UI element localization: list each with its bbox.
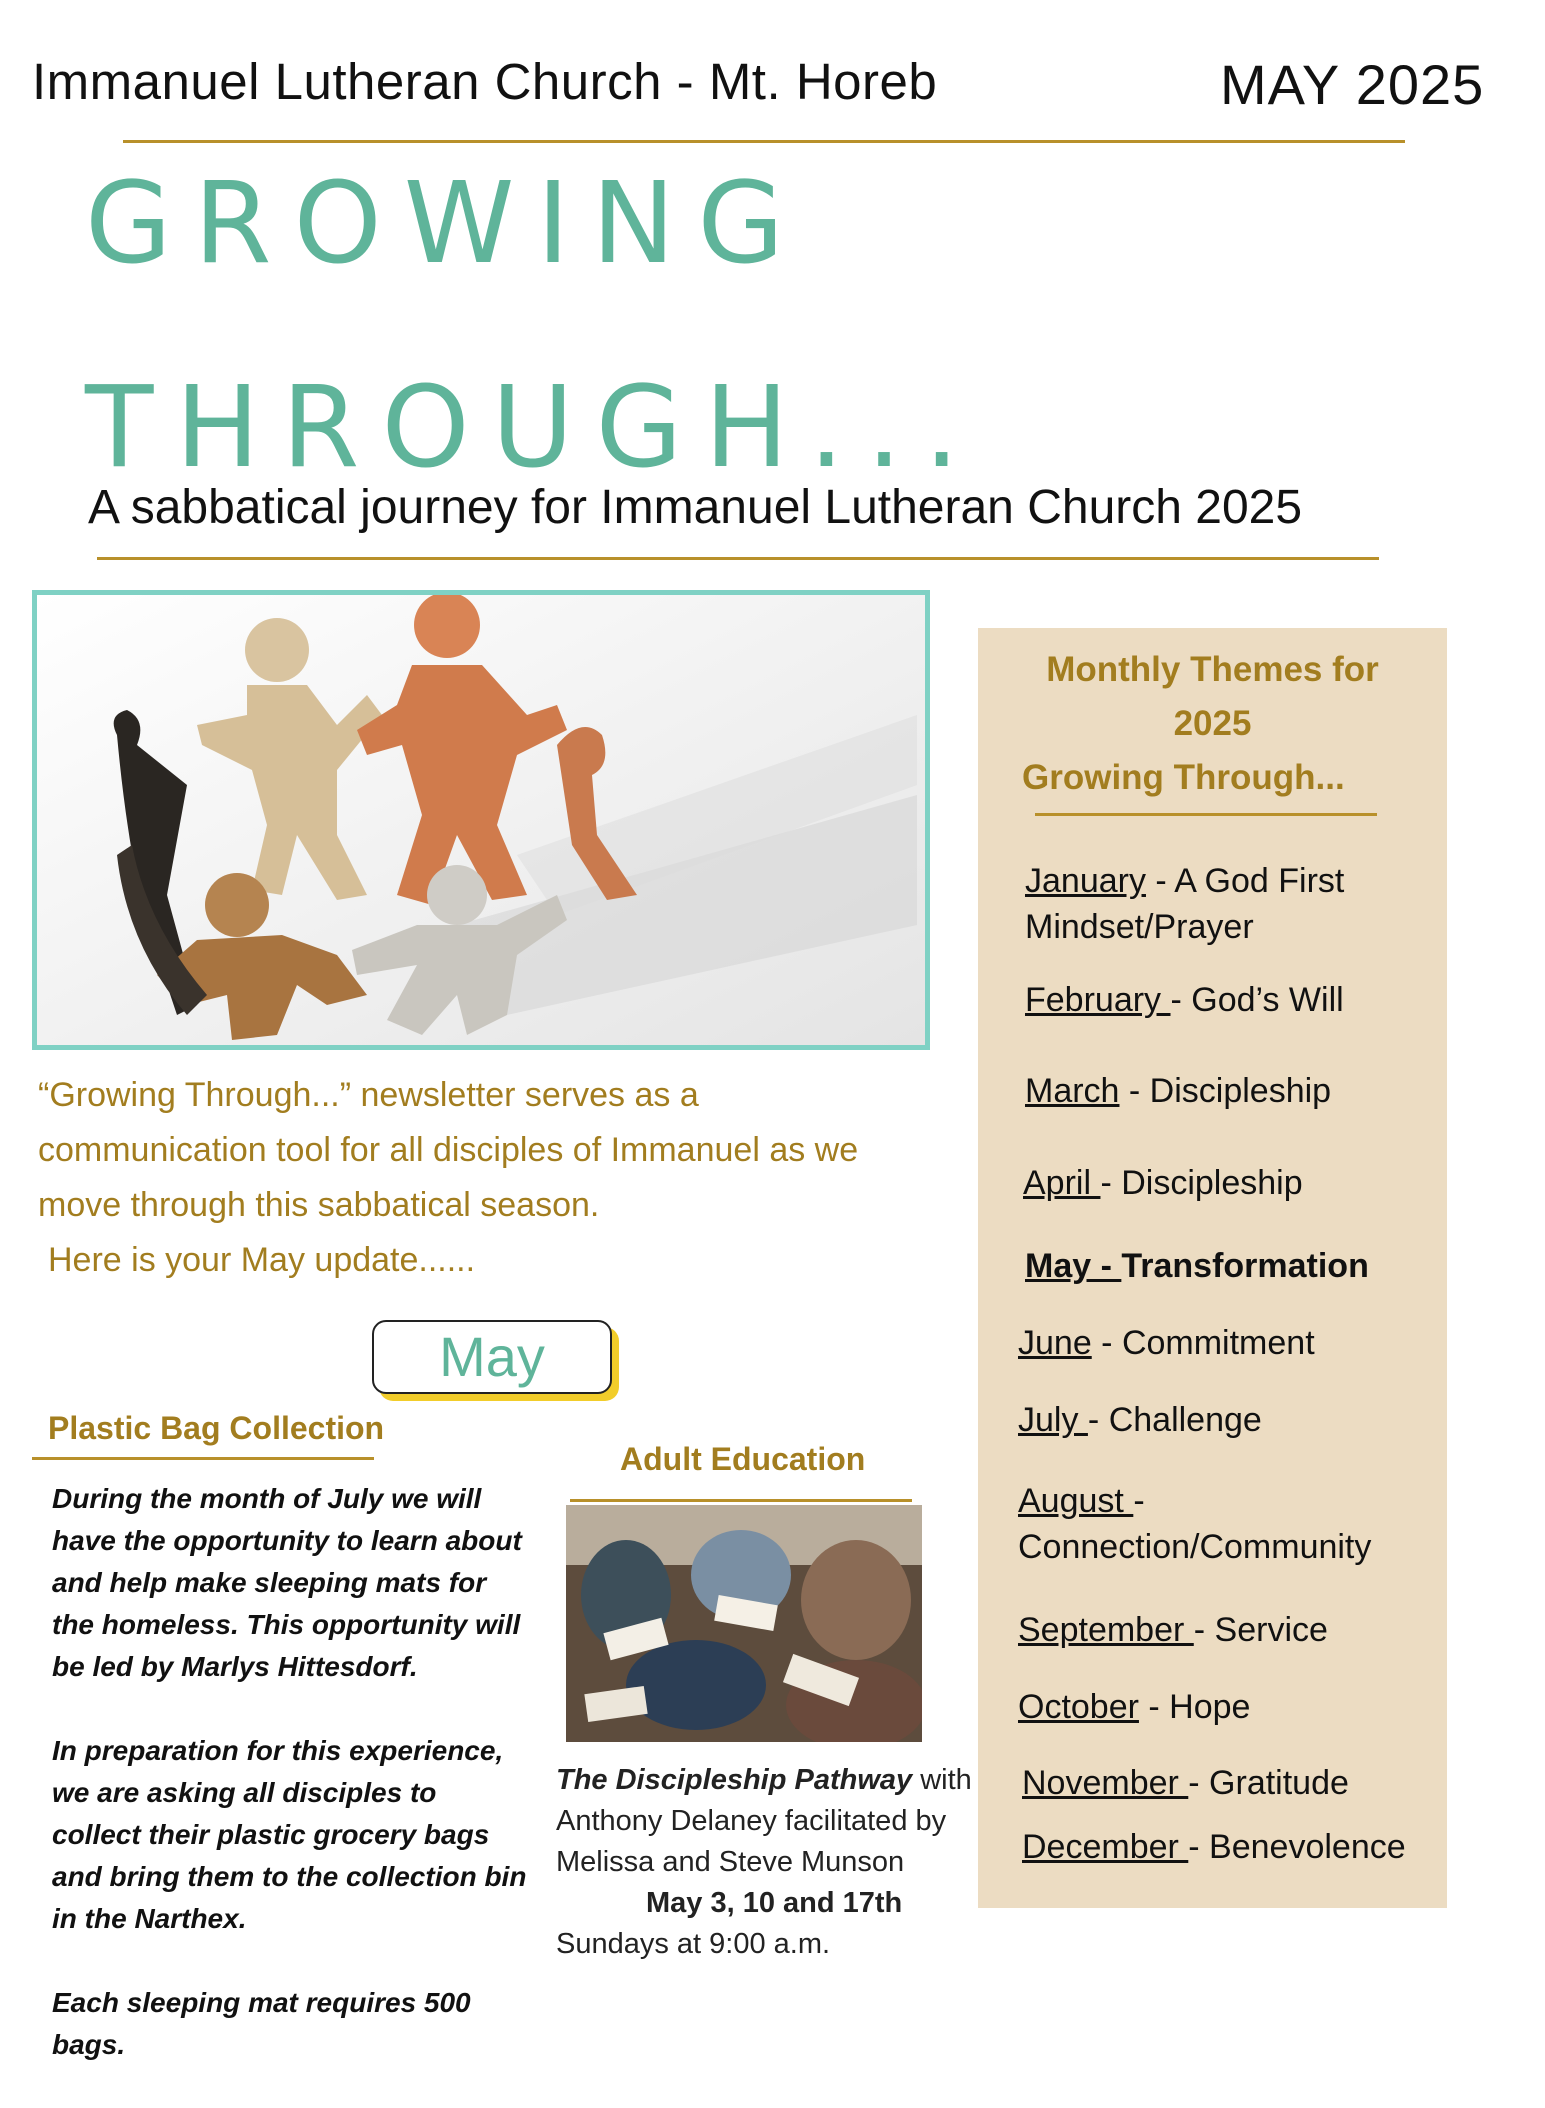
theme-month: September <box>1018 1611 1194 1649</box>
themes-divider <box>1035 813 1377 816</box>
theme-month: June <box>1018 1324 1092 1362</box>
subtitle-divider <box>97 557 1379 560</box>
theme-text: - Discipleship <box>1119 1072 1332 1110</box>
theme-text: - A God First <box>1145 862 1345 900</box>
theme-month: March <box>1025 1072 1120 1110</box>
theme-april <box>1023 1160 1303 1206</box>
intro-line-1: “Growing Through...” newsletter serves as a <box>38 1076 699 1114</box>
theme-text: - Challenge <box>1087 1401 1262 1439</box>
themes-title-line-2: 2025 <box>1173 704 1252 743</box>
intro-line-2: communication tool for all disciples of Immanuel as we <box>38 1131 859 1169</box>
theme-text: - Benevolence <box>1188 1828 1406 1866</box>
class-time: Sundays at 9:00 a.m. <box>556 1928 831 1960</box>
theme-november <box>1022 1760 1349 1806</box>
theme-month: August <box>1018 1482 1134 1520</box>
theme-text: - Gratitude <box>1188 1764 1349 1802</box>
theme-text: - <box>1133 1482 1145 1520</box>
plastic-bag-body <box>52 1478 532 2108</box>
theme-text: - Hope <box>1138 1688 1251 1726</box>
book-description: with Anthony Delaney facilitated by Melissa and Steve Munson <box>556 1764 972 1878</box>
theme-text: - Commitment <box>1091 1324 1315 1362</box>
plastic-paragraph-3: Each sleeping mat requires 500 bags. <box>52 1987 471 2060</box>
theme-month: May - <box>1025 1247 1122 1285</box>
theme-january <box>1025 858 1344 950</box>
theme-february <box>1025 977 1344 1023</box>
title-line-2: THROUGH... <box>85 363 982 493</box>
theme-october <box>1018 1684 1250 1730</box>
theme-text: - Discipleship <box>1100 1164 1303 1202</box>
hero-image-paper-people <box>32 590 930 1050</box>
class-dates: May 3, 10 and 17th <box>646 1887 903 1919</box>
adult-education-text <box>556 1760 976 1965</box>
theme-july <box>1018 1397 1262 1443</box>
theme-december <box>1022 1824 1406 1870</box>
adult-education-divider <box>570 1499 912 1502</box>
month-badge: May <box>372 1320 612 1394</box>
themes-title-line-1: Monthly Themes for <box>1046 650 1379 689</box>
intro-line-4: Here is your May update...... <box>48 1241 476 1279</box>
plastic-bag-heading: Plastic Bag Collection <box>48 1410 385 1446</box>
themes-title <box>978 643 1447 805</box>
theme-august <box>1018 1478 1371 1570</box>
theme-month: October <box>1018 1688 1139 1726</box>
theme-month: November <box>1022 1764 1189 1802</box>
header-divider <box>123 140 1405 143</box>
theme-text: - Service <box>1193 1611 1328 1649</box>
book-title: The Discipleship Pathway <box>556 1764 913 1796</box>
theme-month: July <box>1018 1401 1088 1439</box>
theme-text: - God’s Will <box>1170 981 1344 1019</box>
theme-march <box>1025 1068 1331 1114</box>
plastic-paragraph-1: During the month of July we will have the opportunity to learn about and help make sleeping mats for the homeless. This opportunity will be led by Marlys Hittesdorf. <box>52 1483 522 1682</box>
theme-month: April <box>1023 1164 1101 1202</box>
theme-month: January <box>1025 862 1146 900</box>
theme-may <box>1025 1243 1369 1289</box>
adult-education-heading: Adult Education <box>620 1441 866 1477</box>
title-line-1: GROWING <box>85 159 807 289</box>
subtitle: A sabbatical journey for Immanuel Lutheran Church 2025 <box>88 481 1303 534</box>
plastic-paragraph-2: In preparation for this experience, we are asking all disciples to collect their plastic grocery bags and bring them to the collection bin in the Narthex. <box>52 1735 527 1934</box>
church-name: Immanuel Lutheran Church - Mt. Horeb <box>32 53 938 110</box>
theme-text-2: Mindset/Prayer <box>1025 908 1254 946</box>
theme-september <box>1018 1607 1328 1653</box>
plastic-bag-divider <box>32 1457 374 1460</box>
adult-education-photo <box>566 1505 922 1742</box>
theme-month: February <box>1025 981 1171 1019</box>
themes-title-line-3: Growing Through... <box>1022 758 1345 797</box>
theme-month: December <box>1022 1828 1189 1866</box>
intro-line-3: move through this sabbatical season. <box>38 1186 600 1224</box>
theme-text: Transformation <box>1121 1247 1369 1285</box>
intro-text <box>38 1068 918 1288</box>
theme-text-2: Connection/Community <box>1018 1528 1372 1566</box>
issue-month: MAY 2025 <box>1220 53 1485 116</box>
theme-june <box>1018 1320 1315 1366</box>
